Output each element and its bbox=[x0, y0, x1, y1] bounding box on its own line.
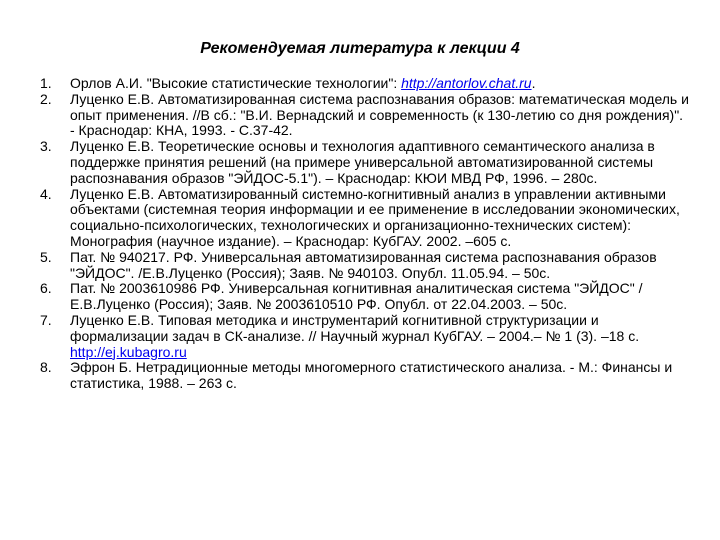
list-item-text: Луценко Е.В. Теоретические основы и технология адаптивного семантического анализа в поддержке принятия решений (на примере универсальной автоматизированной системы распознавания образов "ЭЙДОС-5.1"). – Краснодар: КЮИ МВД РФ, 1996. – 280с. bbox=[70, 138, 655, 186]
list-item-number: 4. bbox=[40, 185, 52, 202]
list-item-number: 6. bbox=[40, 280, 52, 297]
list-item bbox=[40, 250, 690, 282]
list-item-number: 1. bbox=[40, 75, 52, 91]
list-item-text: Луценко Е.В. Автоматизированная система распознавания образов: математическая модель и опыт применения. //В сб.: "В.И. Вернадский и современность (к 130-летию со дня рождения)". - Краснодар: КНА, 1993. - С.37-42. bbox=[70, 90, 689, 139]
list-item-number: 7. bbox=[40, 311, 52, 328]
list-item-text: Пат. № 940217. РФ. Универсальная автоматизированная система распознавания образов "ЭЙДОС". /Е.В.Луценко (Россия); Заяв. № 940103. Опубл. 11.05.94. – 50с. bbox=[70, 248, 657, 281]
reference-link[interactable]: http://antorlov.chat.ru bbox=[401, 75, 532, 91]
page-title: Рекомендуемая литература к лекции 4 bbox=[200, 40, 520, 57]
list-item-number: 3. bbox=[40, 138, 52, 155]
reference-list bbox=[40, 76, 690, 392]
list-item bbox=[40, 92, 690, 139]
list-item bbox=[40, 187, 690, 250]
list-item bbox=[40, 281, 690, 313]
list-item-text: Луценко Е.В. Автоматизированный системно-когнитивный анализ в управлении активными объектами (системная теория информации и ее применение в исследовании экономических, социально-психологических, технологических и организационно-технических систем): Монография (научное издание). – Краснодар: КубГАУ. 2002. –605 с. bbox=[70, 185, 680, 249]
list-item-text-tail: . bbox=[531, 75, 536, 91]
list-item bbox=[40, 139, 690, 186]
list-item bbox=[40, 313, 690, 360]
list-item-text: Луценко Е.В. Типовая методика и инструментарий когнитивной структуризации и формализации задач в СК-анализе. // Научный журнал КубГАУ. – 2004.– № 1 (3). –18 с. bbox=[70, 311, 640, 344]
list-item-number: 5. bbox=[40, 248, 52, 265]
list-item bbox=[40, 76, 690, 92]
reference-link[interactable]: http://ej.kubagro.ru bbox=[70, 343, 187, 360]
list-item bbox=[40, 360, 690, 392]
list-item-text: Орлов А.И. "Высокие статистические технологии": bbox=[70, 75, 402, 91]
list-item-number: 2. bbox=[40, 90, 52, 107]
list-item-text: Пат. № 2003610986 РФ. Универсальная когнитивная аналитическая система "ЭЙДОС" / Е.В.Луценко (Россия); Заяв. № 2003610510 РФ. Опубл. от 22.04.2003. – 50с. bbox=[70, 280, 643, 313]
list-item-number: 8. bbox=[40, 359, 52, 376]
list-item-text: Эфрон Б. Нетрадиционные методы многомерного статистического анализа. - М.: Финансы и статистика, 1988. – 263 с. bbox=[70, 359, 673, 392]
